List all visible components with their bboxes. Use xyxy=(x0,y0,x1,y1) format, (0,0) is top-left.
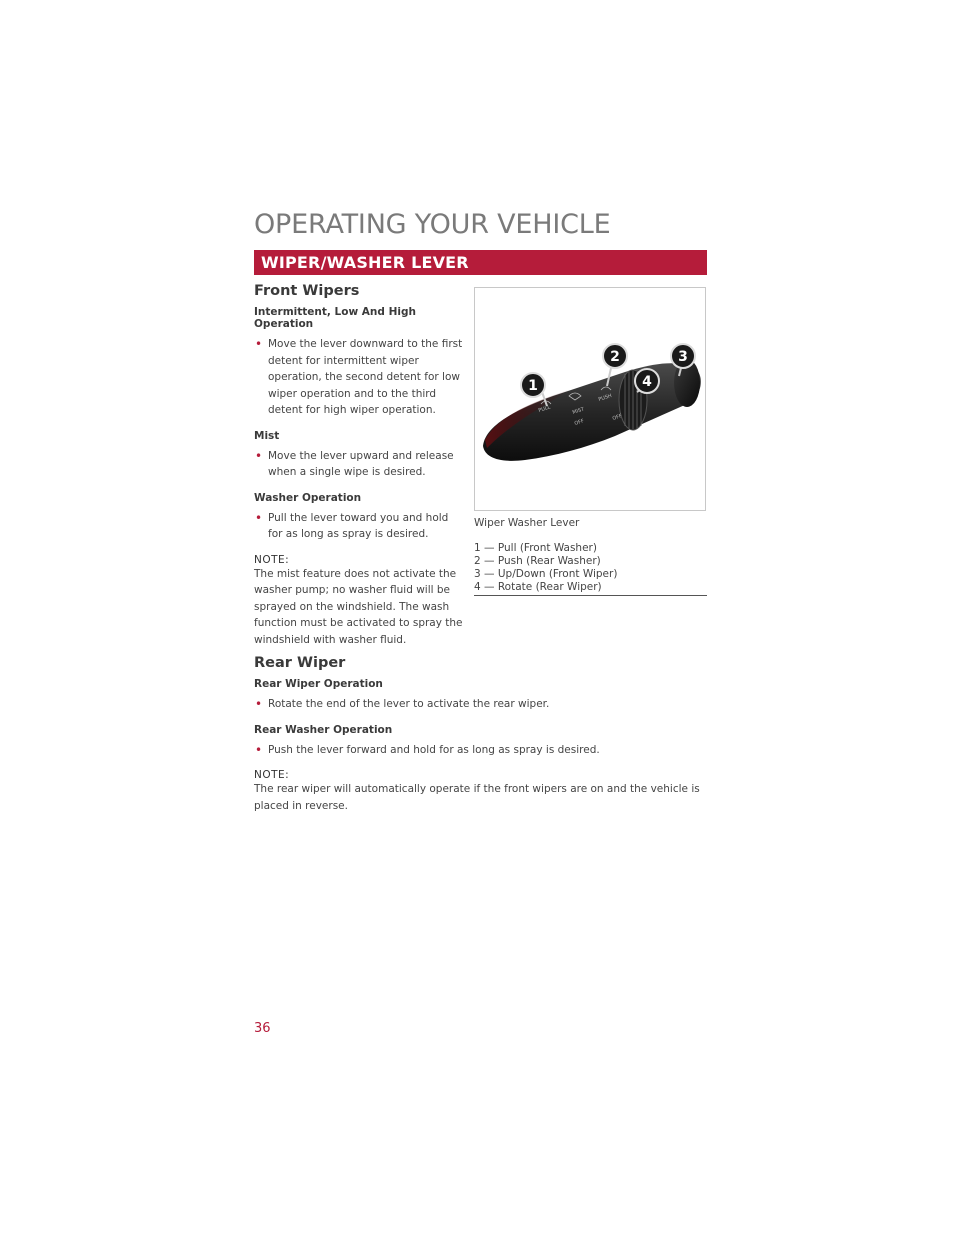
bullet-icon: • xyxy=(255,510,263,525)
legend-item: 2 — Push (Rear Washer) xyxy=(474,555,601,567)
mist-bullet xyxy=(254,448,464,481)
intermittent-bullet-text: Move the lever downward to the first detent for intermittent wiper operation, the second detent for low wiper operation and to the third detent for high wiper operation. xyxy=(268,338,463,416)
callout-4-label: 4 xyxy=(642,374,652,390)
rear-wiper-bullet-text: Rotate the end of the lever to activate the rear wiper. xyxy=(268,698,550,710)
bullet-icon: • xyxy=(255,742,263,757)
intermittent-bullet xyxy=(254,336,464,419)
mist-heading: Mist xyxy=(254,429,280,442)
callout-2-label: 2 xyxy=(610,349,620,365)
legend-item: 4 — Rotate (Rear Wiper) xyxy=(474,581,602,593)
lever-label: OFF xyxy=(611,413,623,422)
lever-label: OFF xyxy=(573,418,585,427)
legend-item: 3 — Up/Down (Front Wiper) xyxy=(474,568,618,580)
rear-washer-bullet xyxy=(254,742,704,759)
caption-divider xyxy=(474,595,707,596)
front-wipers-section xyxy=(254,283,464,658)
wiper-lever-illustration xyxy=(474,287,706,511)
callout-3-label: 3 xyxy=(678,349,688,365)
rear-wiper-section xyxy=(254,655,704,824)
rear-washer-bullet-text: Push the lever forward and hold for as long as spray is desired. xyxy=(268,743,600,756)
lever-label: PULL xyxy=(537,404,552,414)
intermittent-heading: Intermittent, Low And High Operation xyxy=(254,306,416,330)
washer-bullet xyxy=(254,510,464,543)
section-banner xyxy=(254,250,707,275)
lever-label: PUSH xyxy=(597,392,613,403)
note-text: The mist feature does not activate the washer pump; no washer fluid will be sprayed on the windshield. The wash function must be activated to spray the windshield with washer fluid. xyxy=(254,567,463,646)
washer-bullet-text: Pull the lever toward you and hold for as long as spray is desired. xyxy=(268,511,449,540)
lever-label: MIST xyxy=(571,406,586,416)
mist-bullet-text: Move the lever upward and release when a single wipe is desired. xyxy=(268,449,454,478)
rear-note-text: The rear wiper will automatically operate if the front wipers are on and the vehicle is placed in reverse. xyxy=(254,783,700,812)
lever-drawing xyxy=(475,288,705,510)
rear-washer-heading: Rear Washer Operation xyxy=(254,723,393,736)
bullet-icon: • xyxy=(255,697,263,711)
rear-wiper-operation-heading: Rear Wiper Operation xyxy=(254,678,383,690)
banner-title: WIPER/WASHER LEVER xyxy=(261,253,469,272)
page-number: 36 xyxy=(254,1021,271,1036)
callout-1-label: 1 xyxy=(528,378,538,394)
washer-heading: Washer Operation xyxy=(254,491,362,504)
caption-title: Wiper Washer Lever xyxy=(474,517,580,529)
figure-caption xyxy=(474,517,707,596)
legend-item: 1 — Pull (Front Washer) xyxy=(474,542,597,554)
note-label: NOTE: xyxy=(254,553,290,566)
bullet-icon: • xyxy=(255,448,263,463)
rear-note-label: NOTE: xyxy=(254,769,290,781)
section-title: OPERATING YOUR VEHICLE xyxy=(254,209,611,240)
bullet-icon: • xyxy=(255,337,263,351)
rear-wiper-bullet xyxy=(254,696,704,713)
front-wipers-heading: Front Wipers xyxy=(254,283,360,299)
rear-wiper-heading: Rear Wiper xyxy=(254,655,346,671)
